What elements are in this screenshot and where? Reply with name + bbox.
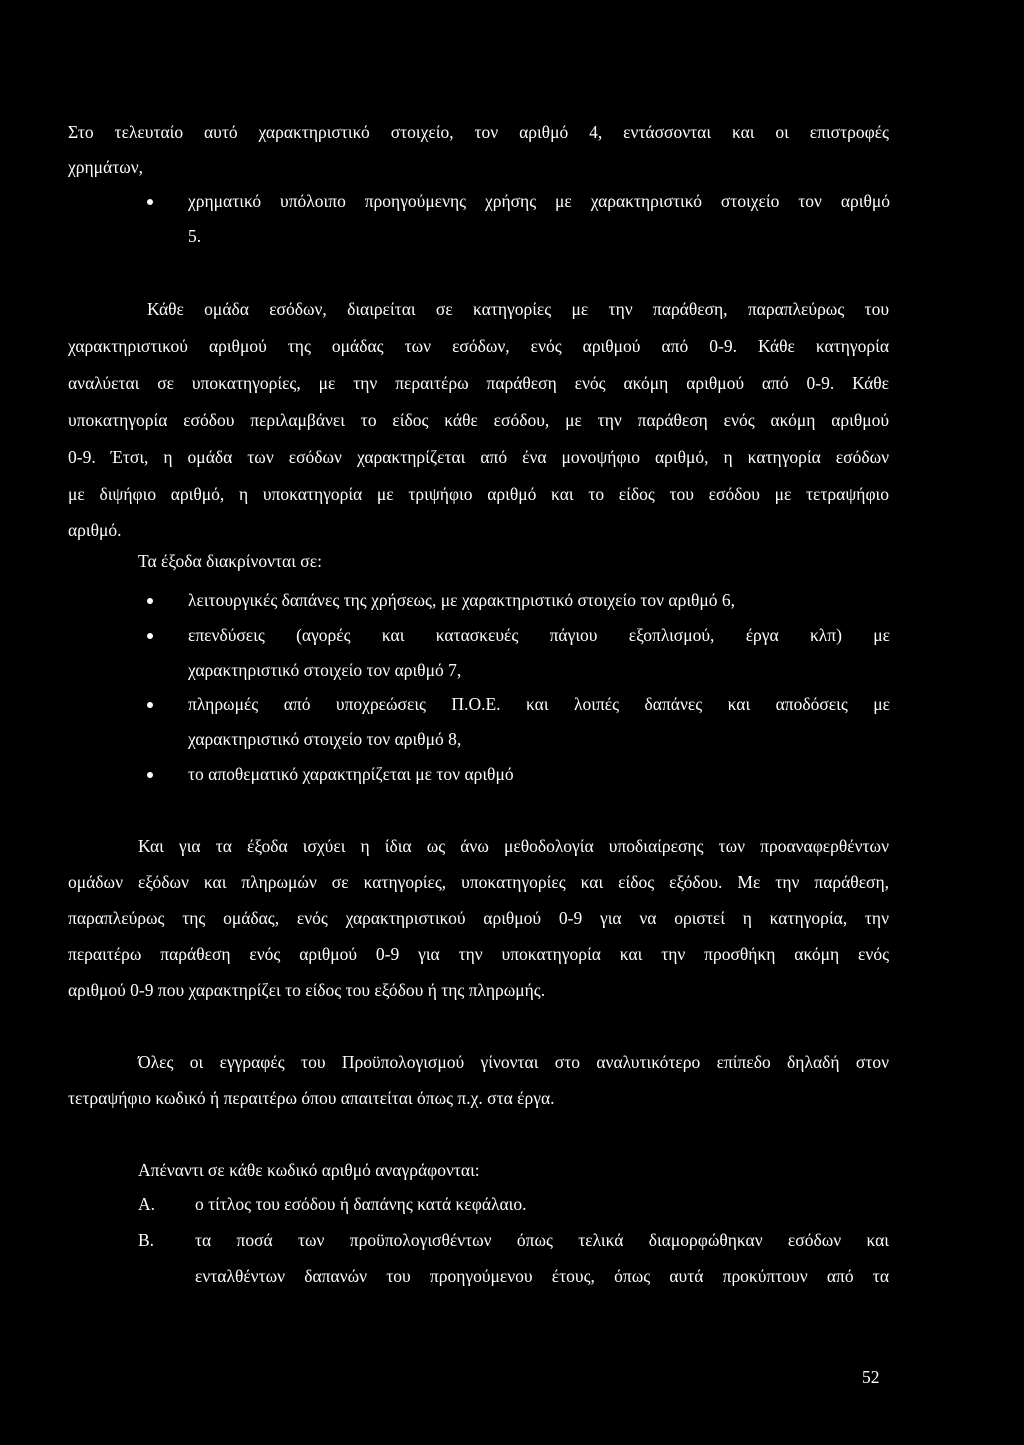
paragraph-line: τετραψήφιο κωδικό ή περαιτέρω όπου απαιτείται όπως π.χ. στα έργα. xyxy=(68,1088,555,1108)
paragraph-line: περαιτέρω παράθεση ενός αριθμού 0-9 για την υποκατηγορία και την προσθήκη ακόμη ενός xyxy=(68,944,889,964)
paragraph-line: αναλύεται σε υποκατηγορίες, με την περαιτέρω παράθεση ενός ακόμη αριθμού από 0-9. Κάθε xyxy=(68,373,889,393)
paragraph-line: χρημάτων, xyxy=(68,157,144,177)
list-item-text: χαρακτηριστικό στοιχείο τον αριθμό 8, xyxy=(188,729,462,749)
bullet-icon xyxy=(147,772,153,778)
paragraph-line: Τα έξοδα διακρίνονται σε: xyxy=(138,551,322,571)
bullet-icon xyxy=(147,598,153,604)
list-item-text: τα ποσά των προϋπολογισθέντων όπως τελικά διαμορφώθηκαν εσόδων και xyxy=(195,1230,889,1250)
paragraph-line: Απέναντι σε κάθε κωδικό αριθμό αναγράφονται: xyxy=(138,1160,480,1180)
paragraph-line: αριθμό. xyxy=(68,520,122,540)
paragraph-line: με διψήφιο αριθμό, η υποκατηγορία με τριψήφιο αριθμό και το είδος του εσόδου με τετραψήφιο xyxy=(68,484,889,504)
list-item-text: χαρακτηριστικό στοιχείο τον αριθμό 7, xyxy=(188,660,462,680)
list-item-text: ενταλθέντων δαπανών του προηγούμενου έτους, όπως αυτά προκύπτουν από τα xyxy=(195,1266,889,1286)
paragraph-line: Και για τα έξοδα ισχύει η ίδια ως άνω μεθοδολογία υποδιαίρεσης των προαναφερθέντων xyxy=(138,836,889,856)
list-item-text: πληρωμές από υποχρεώσεις Π.Ο.Ε. και λοιπές δαπάνες και αποδόσεις με xyxy=(188,694,890,714)
paragraph-line: παραπλεύρως της ομάδας, ενός χαρακτηριστικού αριθμού 0-9 για να οριστεί η κατηγορία, την xyxy=(68,908,889,928)
paragraph-line: υποκατηγορία εσόδου περιλαμβάνει το είδος κάθε εσόδου, με την παράθεση ενός ακόμη αριθμού xyxy=(68,410,889,430)
paragraph-line: Στο τελευταίο αυτό χαρακτηριστικό στοιχείο, τον αριθμό 4, εντάσσονται και οι επιστροφές xyxy=(68,122,889,142)
bullet-icon xyxy=(147,199,153,205)
paragraph-line: 0-9. Έτσι, η ομάδα των εσόδων χαρακτηρίζεται από ένα μονοψήφιο αριθμό, η κατηγορία εσόδων xyxy=(68,447,889,467)
paragraph-line: αριθμού 0-9 που χαρακτηρίζει το είδος του εξόδου ή της πληρωμής. xyxy=(68,980,546,1000)
paragraph-line: χαρακτηριστικού αριθμού της ομάδας των εσόδων, ενός αριθμού από 0-9. Κάθε κατηγορία xyxy=(68,336,889,356)
list-item-text: το αποθεματικό χαρακτηρίζεται με τον αριθμό xyxy=(188,764,514,784)
paragraph-line: ομάδων εξόδων και πληρωμών σε κατηγορίες, υποκατηγορίες και είδος εξόδου. Με την παράθεση, xyxy=(68,872,889,892)
list-marker: Β. xyxy=(138,1230,155,1250)
list-item-text: λειτουργικές δαπάνες της χρήσεως, με χαρακτηριστικό στοιχείο τον αριθμό 6, xyxy=(188,590,736,610)
list-item-text: ο τίτλος του εσόδου ή δαπάνης κατά κεφάλαιο. xyxy=(195,1194,527,1214)
bullet-icon xyxy=(147,633,153,639)
list-item-text: χρηματικό υπόλοιπο προηγούμενης χρήσης με χαρακτηριστικό στοιχείο τον αριθμό xyxy=(188,191,890,211)
list-marker: Α. xyxy=(138,1194,156,1214)
page-number: 52 xyxy=(862,1367,880,1387)
bullet-icon xyxy=(147,702,153,708)
list-item-text: επενδύσεις (αγορές και κατασκευές πάγιου εξοπλισμού, έργα κλπ) με xyxy=(188,625,890,645)
paragraph-line: Όλες οι εγγραφές του Προϋπολογισμού γίνονται στο αναλυτικότερο επίπεδο δηλαδή στον xyxy=(138,1052,889,1072)
list-item-text: 5. xyxy=(188,226,202,246)
paragraph-line: Κάθε ομάδα εσόδων, διαιρείται σε κατηγορίες με την παράθεση, παραπλεύρως του xyxy=(147,299,889,319)
